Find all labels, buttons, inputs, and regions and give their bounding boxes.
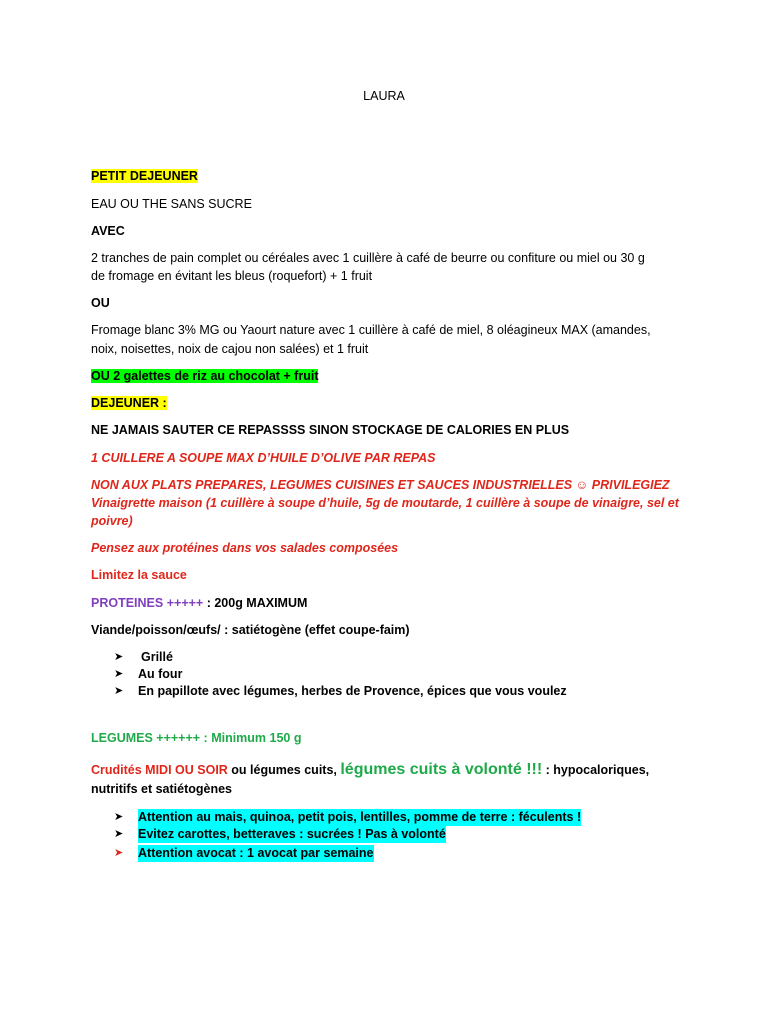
oil-limit: 1 CUILLERE A SOUPE MAX D’HUILE D’OLIVE PAR REPAS — [91, 451, 436, 465]
document-title: LAURA — [363, 89, 405, 103]
proteines-salades: Pensez aux protéines dans vos salades composées — [91, 541, 399, 555]
crudites-line — [91, 761, 649, 779]
list-item: Attention avocat : 1 avocat par semaine — [138, 846, 374, 860]
breakfast-option-2-line-2: noix, noisettes, noix de cajou non salées) et 1 fruit — [91, 342, 369, 356]
volonte-text: légumes cuits à volonté !!! — [340, 761, 543, 778]
list-item: Au four — [138, 667, 183, 681]
arrowhead-bullet-icon: ➤ — [114, 685, 124, 697]
breakfast-option-1-line-2: de fromage en évitant les bleus (roquefort) + 1 fruit — [91, 269, 373, 283]
non-aux-plats: NON AUX PLATS PREPARES, LEGUMES CUISINES ET SAUCES INDUSTRIELLES ☺ PRIVILEGIEZ — [91, 478, 670, 492]
arrowhead-bullet-icon: ➤ — [114, 847, 124, 859]
breakfast-option-3 — [91, 368, 318, 385]
list-item: En papillote avec légumes, herbes de Provence, épices que vous voulez — [138, 684, 567, 698]
arrowhead-bullet-icon: ➤ — [114, 811, 124, 823]
ou-cuits-text: ou légumes cuits, — [227, 763, 341, 777]
legumes-heading: LEGUMES ++++++ : Minimum 150 g — [91, 731, 302, 745]
ou-label: OU — [91, 296, 110, 310]
petit-dejeuner-heading-text: PETIT DEJEUNER — [91, 169, 198, 183]
list-item: Attention au mais, quinoa, petit pois, lentilles, pomme de terre : féculents ! — [138, 810, 582, 824]
midi-soir-label: MIDI OU SOIR — [141, 763, 228, 777]
dejeuner-heading-text: DEJEUNER : — [91, 396, 167, 410]
breakfast-option-2-line-1: Fromage blanc 3% MG ou Yaourt nature avec 1 cuillère à café de miel, 8 oléagineux MAX (amandes, — [91, 323, 651, 337]
petit-dejeuner-heading — [91, 168, 198, 185]
hypo-text: : hypocaloriques, — [542, 763, 650, 777]
breakfast-option-3-text: OU 2 galettes de riz au chocolat + fruit — [91, 369, 319, 383]
proteines-desc: Viande/poisson/œufs/ : satiétogène (effet coupe-faim) — [91, 623, 410, 637]
drink-line: EAU OU THE SANS SUCRE — [91, 197, 252, 211]
arrowhead-bullet-icon: ➤ — [114, 828, 124, 840]
crudites-label: Crudités — [91, 763, 142, 777]
vinaigrette-line-1: Vinaigrette maison (1 cuillère à soupe d’huile, 5g de moutarde, 1 cuillère à soupe de vinaigre, sel et — [91, 496, 679, 510]
proteines-label: PROTEINES — [91, 596, 164, 610]
breakfast-option-1-line-1: 2 tranches de pain complet ou céréales avec 1 cuillère à café de beurre ou confiture ou miel ou 30 g — [91, 251, 645, 265]
proteines-plus: +++++ — [166, 596, 204, 610]
dejeuner-heading — [91, 395, 167, 412]
proteines-line — [91, 595, 307, 612]
dejeuner-warning: NE JAMAIS SAUTER CE REPASSSS SINON STOCKAGE DE CALORIES EN PLUS — [91, 423, 570, 437]
arrowhead-bullet-icon: ➤ — [114, 668, 124, 680]
proteines-amount: : 200g MAXIMUM — [203, 596, 308, 610]
avec-label: AVEC — [91, 224, 125, 238]
limitez-sauce: Limitez la sauce — [91, 568, 187, 582]
list-item: Grillé — [141, 650, 173, 664]
vinaigrette-line-2: poivre) — [91, 514, 133, 528]
nutritifs-line: nutritifs et satiétogènes — [91, 782, 232, 796]
arrowhead-bullet-icon: ➤ — [114, 651, 124, 663]
list-item: Evitez carottes, betteraves : sucrées ! Pas à volonté — [138, 827, 446, 841]
